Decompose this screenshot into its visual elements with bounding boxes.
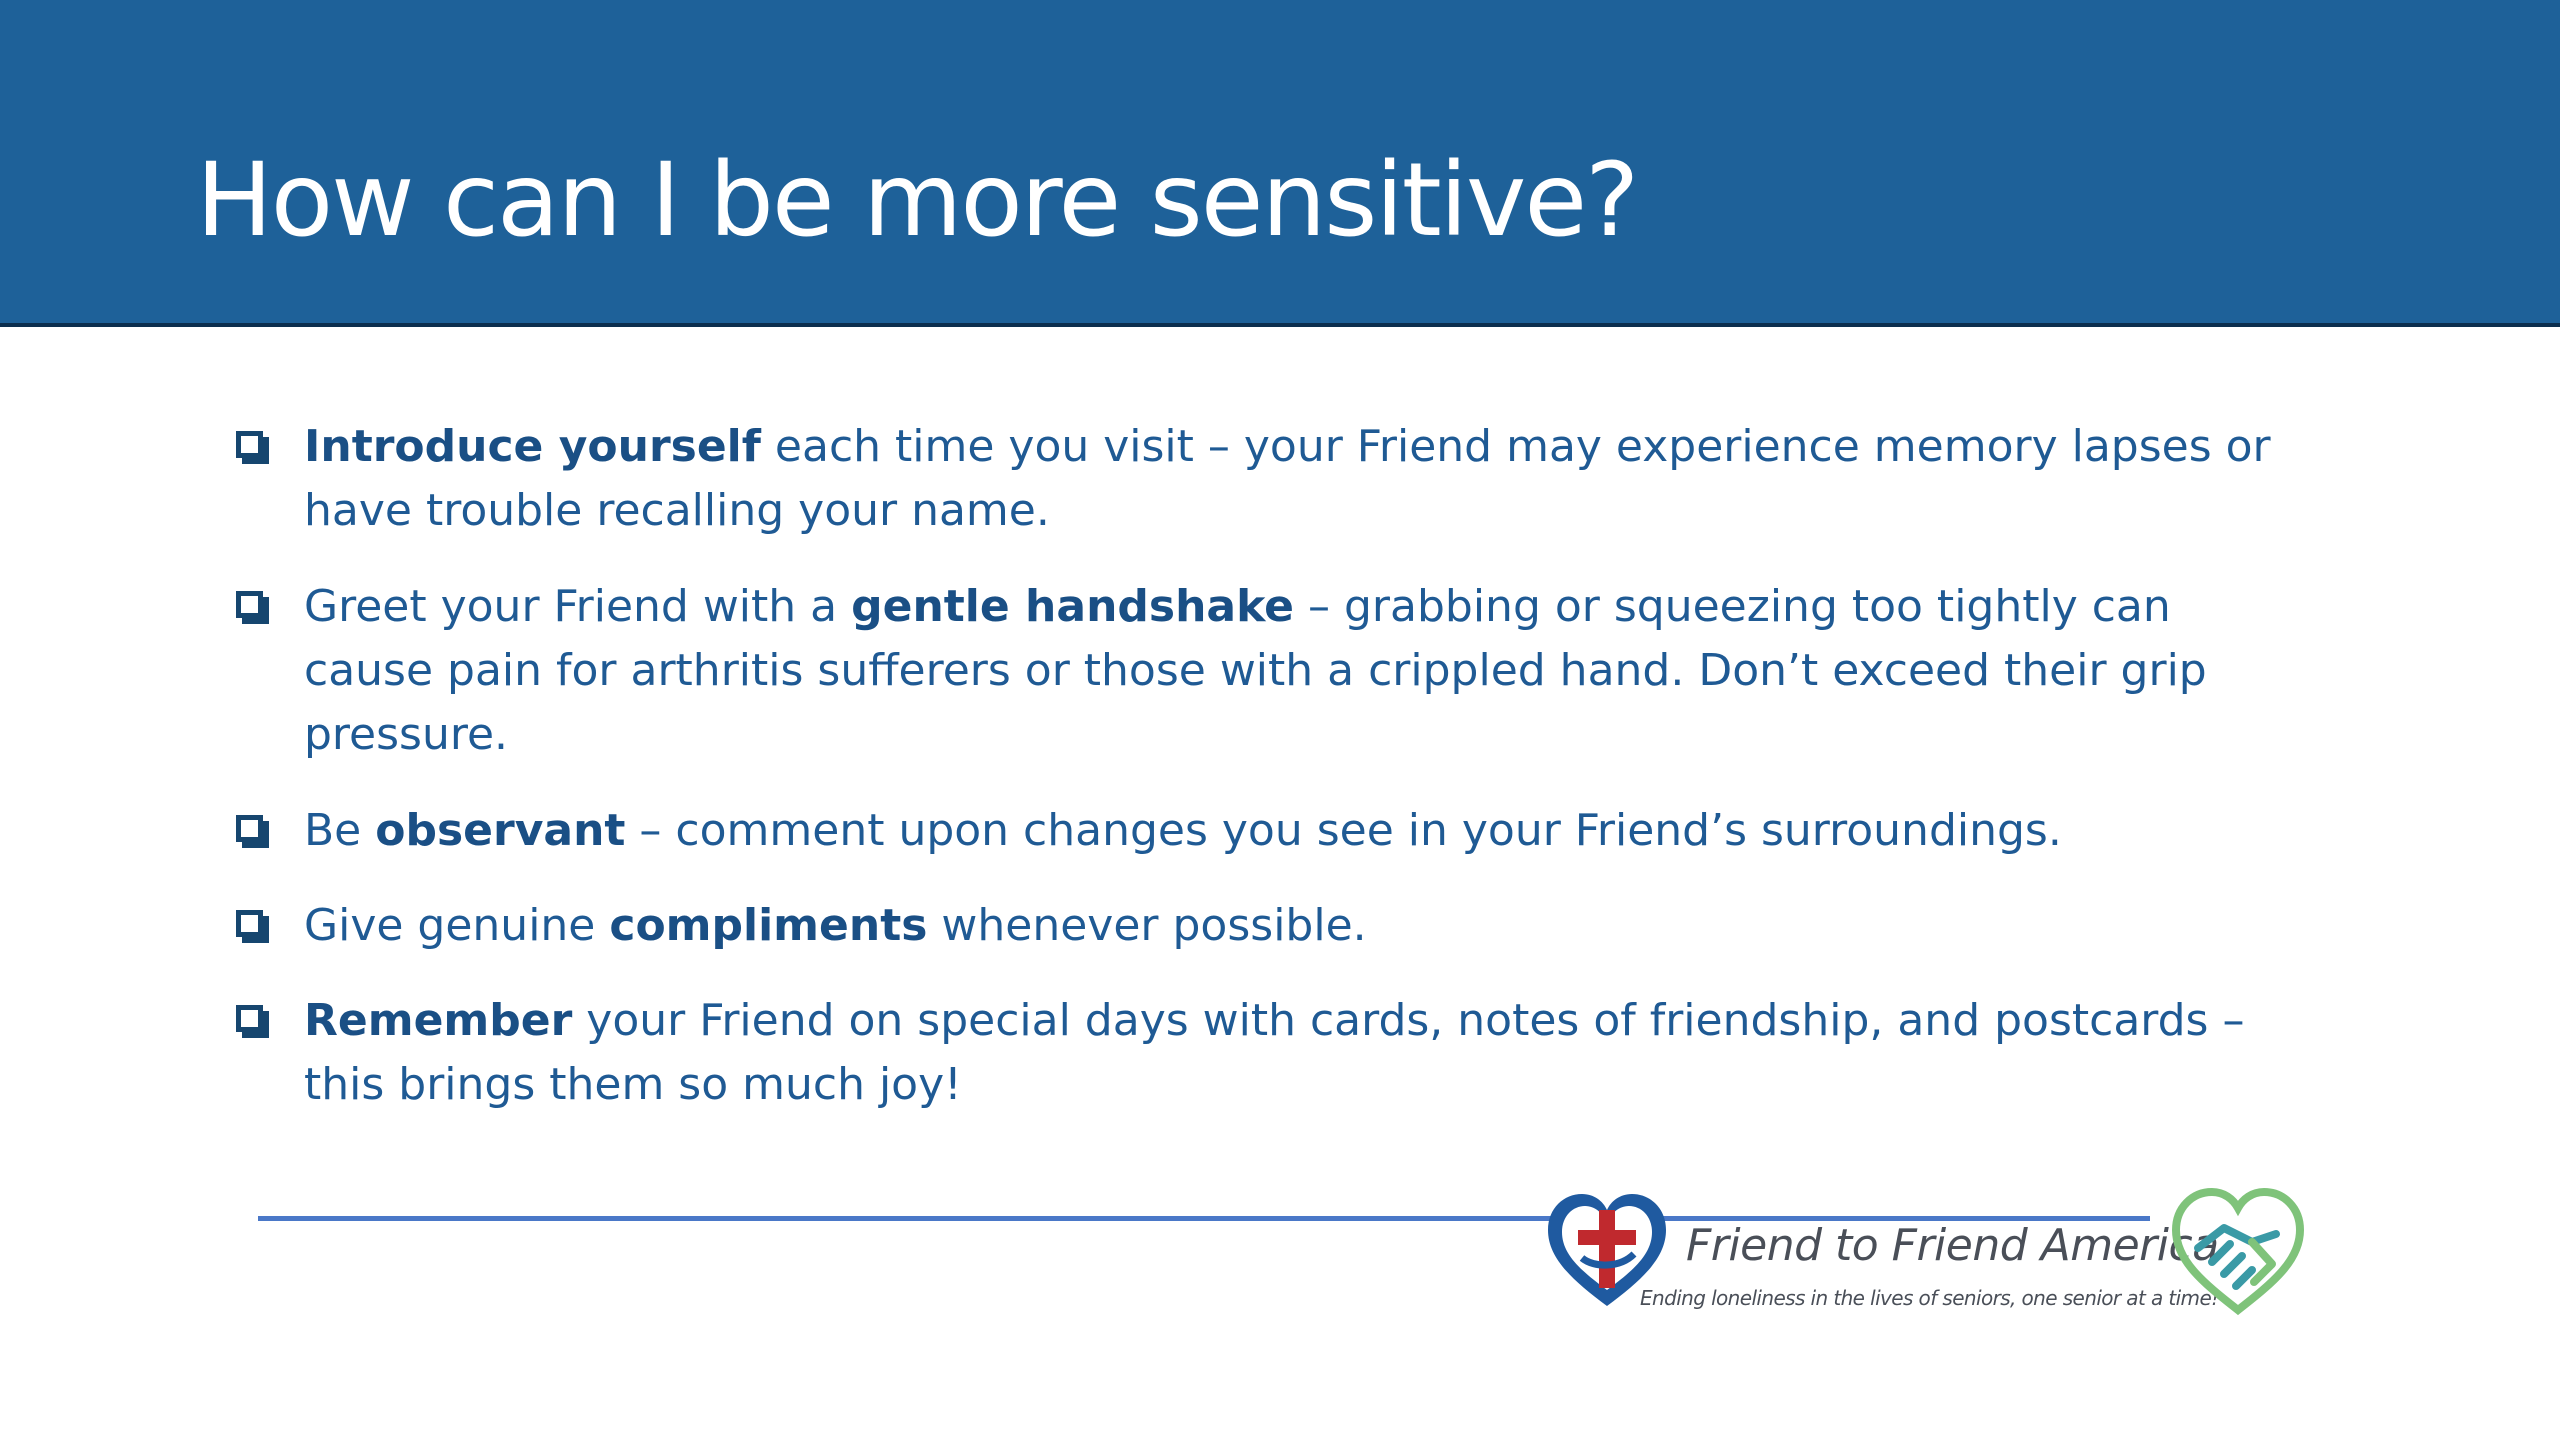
bullet-rest: – comment upon changes you see in your Friend’s surroundings. (625, 805, 2062, 856)
bullet-item (232, 415, 2312, 543)
bullet-lead: Greet your Friend with a (304, 581, 852, 632)
bullet-bold: Remember (304, 995, 573, 1046)
checkbox-icon (236, 815, 263, 842)
logo-name: Friend to Friend America (1686, 1220, 2219, 1271)
bullet-bold: gentle handshake (851, 581, 1295, 632)
title-bar (0, 0, 2560, 327)
bullet-item (232, 894, 2312, 958)
bullet-rest: whenever possible. (927, 900, 1367, 951)
bullet-list (232, 415, 2312, 1149)
bullet-rest: – grabbing or squeezing too tightly can cause pain for arthritis sufferers or those with a crippled hand. Don’t exceed their grip pressure. (304, 581, 2207, 760)
bullet-lead: Give genuine (304, 900, 610, 951)
checkbox-icon (236, 591, 263, 618)
bullet-rest: each time you visit – your Friend may experience memory lapses or have trouble recalling your name. (304, 421, 2271, 536)
bullet-item (232, 575, 2312, 767)
bullet-rest: your Friend on special days with cards, notes of friendship, and postcards – this brings them so much joy! (304, 995, 2245, 1110)
slide-title: How can I be more sensitive? (196, 141, 1638, 260)
logo-tagline: Ending loneliness in the lives of seniors, one senior at a time! (1640, 1286, 2219, 1310)
bullet-item (232, 799, 2312, 863)
bullet-bold: observant (375, 805, 626, 856)
checkbox-icon (236, 431, 263, 458)
checkbox-icon (236, 1005, 263, 1032)
bullet-lead: Be (304, 805, 376, 856)
heart-handshake-icon (2168, 1182, 2308, 1318)
bullet-bold: Introduce yourself (304, 421, 761, 472)
checkbox-icon (236, 910, 263, 937)
bullet-item (232, 989, 2312, 1117)
bullet-bold: compliments (609, 900, 928, 951)
